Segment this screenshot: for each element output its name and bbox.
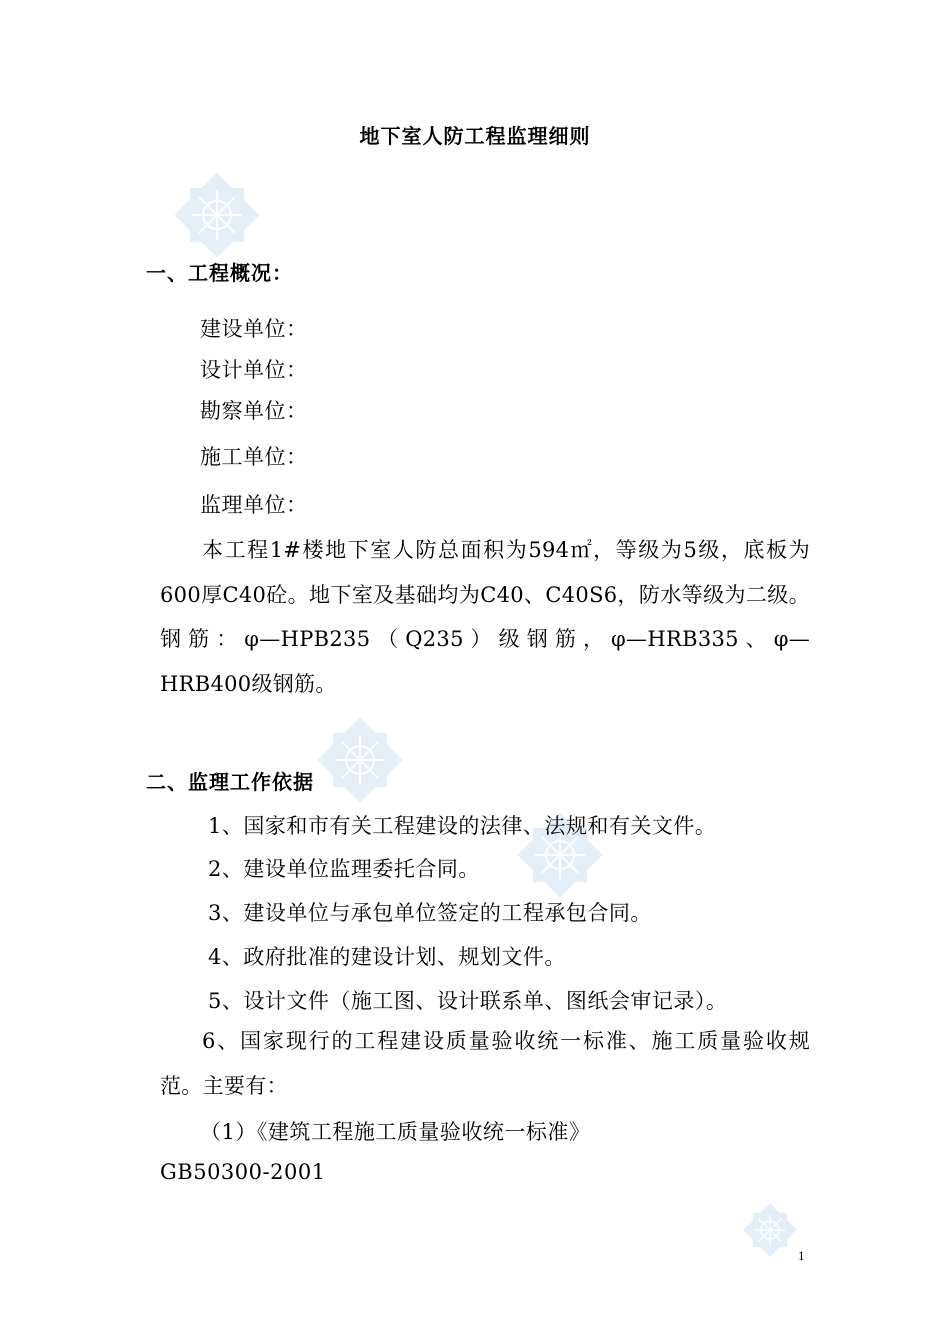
basis-item: 5、设计文件（施工图、设计联系单、图纸会审记录）。 [208, 989, 728, 1013]
field-survey-unit: 勘察单位： [200, 399, 308, 423]
field-contractor-unit: 施工单位： [200, 445, 308, 469]
field-design-unit: 设计单位： [200, 358, 308, 382]
field-supervision-unit: 监理单位： [200, 493, 308, 517]
basis-item: 4、政府批准的建设计划、规划文件。 [208, 945, 566, 969]
standard-code: GB50300-2001 [160, 1160, 326, 1184]
document-title: 地下室人防工程监理细则 [359, 124, 591, 148]
basis-item: 1、国家和市有关工程建设的法律、法规和有关文件。 [208, 814, 717, 838]
standard-title: （1）《建筑工程施工质量验收统一标准》 [200, 1120, 591, 1144]
project-description: 本工程1#楼地下室人防总面积为594㎡，等级为5级，底板为600厚C40砼。地下室及基础均为C40、C40S6，防水等级为二级。钢筋：φ—HPB235（Q235）级钢筋，φ—HRB335、φ—HRB400级钢筋。 [160, 538, 810, 696]
section-heading-overview: 一、工程概况： [146, 261, 293, 285]
page-number: 1 [798, 1248, 805, 1263]
field-construction-unit: 建设单位： [200, 317, 308, 341]
watermark-logo-icon [735, 1195, 805, 1265]
watermark-logo-icon [305, 705, 415, 815]
section-heading-basis: 二、监理工作依据 [146, 770, 314, 794]
basis-item: 3、建设单位与承包单位签定的工程承包合同。 [208, 901, 652, 925]
watermark-logo-icon [162, 160, 272, 270]
basis-item: 2、建设单位监理委托合同。 [208, 857, 480, 881]
basis-item-6: 6、国家现行的工程建设质量验收统一标准、施工质量验收规范。主要有： [160, 1029, 810, 1098]
